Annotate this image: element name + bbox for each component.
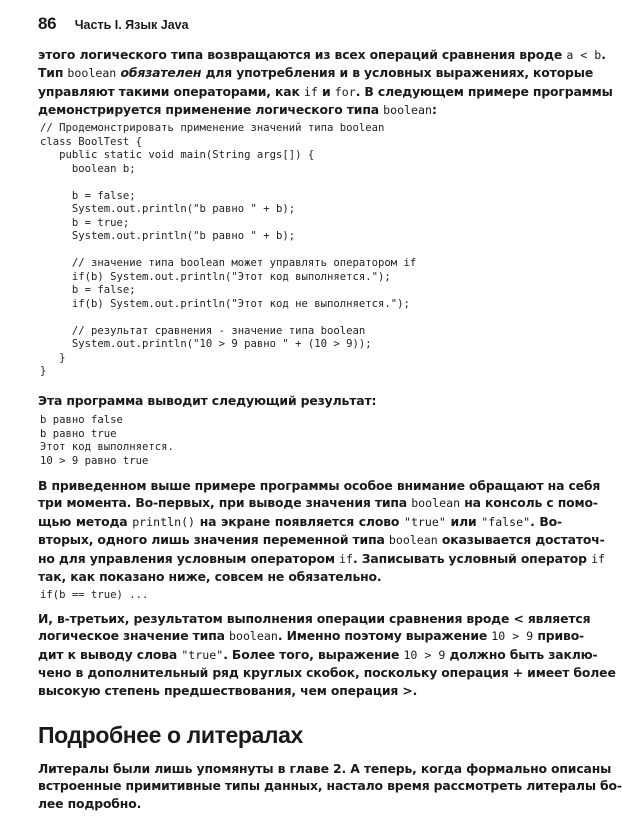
code-line: // значение типа boolean может управлять оператором if bbox=[40, 257, 417, 269]
text-line: три момента. Во-первых, при выводе значения типа boolean на консоль с помо- bbox=[38, 495, 598, 511]
text-line: И, в-третьих, результатом выполнения операции сравнения вроде < является bbox=[38, 611, 591, 626]
code-line bbox=[40, 311, 416, 325]
code-line: b = false; bbox=[40, 284, 136, 296]
code-line: System.out.println("b равно " + b); bbox=[40, 203, 296, 215]
text-line: этого логического типа возвращаются из всех операций сравнения вроде a < b. bbox=[38, 47, 606, 62]
code-line: 10 > 9 равно true bbox=[40, 454, 149, 467]
text-line: встроенные примитивные типы данных, настало время рассмотреть литералы бо- bbox=[38, 778, 622, 794]
code-line: class BoolTest { bbox=[40, 135, 143, 148]
code-line: System.out.println("b равно " + b); bbox=[40, 230, 296, 242]
text-line: высокую степень предшествования, чем операция >. bbox=[38, 682, 418, 698]
text-line: Тип boolean обязателен для употребления и в условных выражениях, которые bbox=[38, 65, 594, 81]
code-line: } bbox=[40, 365, 47, 377]
text-line: В приведенном выше примере программы особое внимание обращают на себя bbox=[38, 478, 601, 493]
code-line: b = true; bbox=[40, 216, 130, 229]
code-line bbox=[40, 244, 416, 258]
page-number: 86 bbox=[38, 14, 57, 33]
text-line: Литералы были лишь упомянуты в главе 2. А теперь, когда формально описаны bbox=[38, 761, 612, 776]
page-header bbox=[38, 14, 189, 34]
text-line: но для управления условным оператором if. Записывать условный оператор if bbox=[38, 550, 606, 566]
text-line: демонстрируется применение логического типа boolean: bbox=[38, 102, 437, 118]
code-line: Этот код выполняется. bbox=[40, 441, 174, 453]
code-line: if(b) System.out.println("Этот код выполняется."); bbox=[40, 270, 391, 283]
literals-paragraph bbox=[38, 760, 622, 812]
intro-paragraph bbox=[38, 46, 613, 120]
result-intro bbox=[38, 392, 562, 409]
code-line: } bbox=[40, 351, 66, 364]
running-title: Часть I. Язык Java bbox=[74, 18, 189, 32]
section-heading: Подробнее о литералах bbox=[38, 722, 303, 748]
code-line: b равно true bbox=[40, 427, 117, 440]
text-line: лее подробно. bbox=[38, 795, 142, 811]
text-line: так, как показано ниже, совсем не обязательно. bbox=[38, 569, 382, 585]
program-output bbox=[40, 414, 174, 468]
code-line: b равно false bbox=[40, 414, 123, 426]
code-line: // Продемонстрировать применение значений типа boolean bbox=[40, 122, 385, 134]
text-line: логическое значение типа boolean. Именно поэтому выражение 10 > 9 приво- bbox=[38, 628, 585, 644]
explanation-paragraph bbox=[38, 477, 606, 585]
code-line: System.out.println("10 > 9 равно " + (10 > 9)); bbox=[40, 338, 372, 350]
code-line: // результат сравнения - значение типа boolean bbox=[40, 324, 366, 337]
text-line: управляют такими операторами, как if и for. В следующем примере программы bbox=[38, 83, 613, 99]
text-line: щью метода println() на экране появляется слово "true" или "false". Во- bbox=[38, 513, 563, 529]
code-listing-booltest bbox=[40, 122, 416, 379]
third-point-paragraph bbox=[38, 610, 616, 699]
code-line: b = false; bbox=[40, 189, 136, 202]
text-line: вторых, одного лишь значения переменной типа boolean оказывается достаточ- bbox=[38, 532, 605, 548]
text-line: дит к выводу слова "true". Более того, выражение 10 > 9 должно быть заклю- bbox=[38, 646, 598, 662]
code-line: if(b) System.out.println("Этот код не выполняется."); bbox=[40, 297, 410, 310]
text-line: Эта программа выводит следующий результат: bbox=[38, 393, 377, 408]
code-line bbox=[40, 176, 416, 190]
code-line: boolean b; bbox=[40, 162, 136, 175]
code-if-example: if(b == true) ... bbox=[40, 589, 149, 601]
code-line: public static void main(String args[]) { bbox=[40, 149, 315, 161]
text-line: чено в дополнительный ряд круглых скобок, поскольку операция + имеет более bbox=[38, 665, 616, 681]
